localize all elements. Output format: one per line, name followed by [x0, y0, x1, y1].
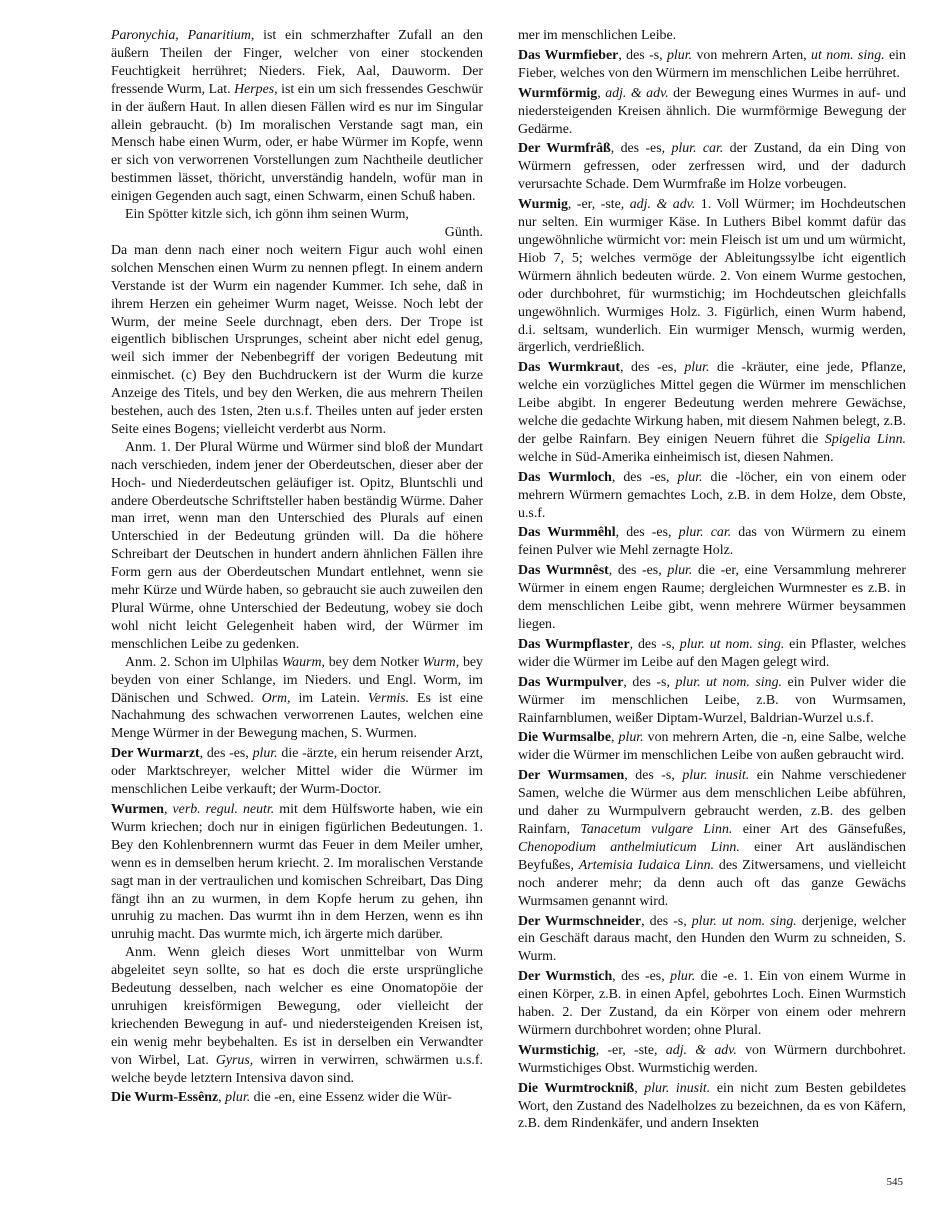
italic-text: Waurm,: [281, 654, 325, 670]
italic-text: plur. ut nom. sing.: [691, 913, 797, 929]
dictionary-entry: [518, 1080, 906, 1134]
body-text: , des -s,: [629, 636, 680, 652]
italic-text: plur.: [677, 469, 703, 485]
dictionary-entry: [518, 47, 906, 83]
dictionary-entry: [111, 745, 483, 799]
body-text: 1. Voll Würmer; im Hochdeutschen nur selten. Ein wurmiger Käse. In Luthers Bibel kommt dafür das ungewöhnliche würmicht vor: mein Fleisch ist um und um würmicht, Hiob 7, 5; welches vermöge der Ableitungssylbe icht eigentlich Würmern ähnlich bedeuten würde. 2. Von einem Wurme gestochen, oder durchbohret, für wurmstichig; im Hochdeutschen gleichfalls ungewöhnlich. Wurmiges Holz. 3. Figürlich, einen Wurm habend, d.i. seltsam, wunderlich. Ein wurmiger Mensch, wurmig werden, ärgerlich, verdrießlich.: [518, 197, 906, 356]
dictionary-entry: [111, 1089, 483, 1107]
body-text: der Bewegung eines Wurmes in auf- und niedersteigenden Kreisen ähnlich. Die wurmförmige Bewegung der Gedärme.: [518, 85, 906, 137]
body-text: Anm. 2. Schon im Ulphilas: [125, 654, 282, 670]
body-text: die -e. 1. Ein von einem Wurme in einen Körper, z.B. in einen Apfel, gebohrtes Loch. Einen Wurmstich haben. 2. Der Zustand, da ein Körper von einem oder mehrern Würmern durchbohret worden; ohne Plural.: [518, 969, 907, 1038]
body-text: von mehrern Arten,: [692, 47, 812, 63]
text-paragraph: [518, 27, 906, 45]
italic-text: plur.: [666, 47, 693, 63]
body-text: ,: [164, 801, 173, 817]
body-text: einer Art ausländischen Beyfußes,: [518, 839, 906, 873]
body-text: , des -es,: [199, 746, 253, 762]
dictionary-entry: [518, 85, 906, 139]
dictionary-entry: [518, 913, 906, 967]
dictionary-entry: [518, 469, 906, 523]
body-text: Ein Spötter kitzle sich, ich gönn ihm seinen Wurm,: [125, 207, 409, 223]
body-text: , -er, -ste,: [567, 197, 630, 213]
body-text: wirren in verwirren, schwärmen u.s.f. welche beyde letztern Intensiva davon sind.: [111, 1052, 484, 1086]
italic-text: adj. & adv.: [665, 1042, 737, 1058]
body-text: welche in Süd-Amerika einheimisch ist, diesen Nahmen.: [518, 449, 834, 465]
body-text: ist ein um sich fressendes Geschwür in der äußern Haut. In allen diesen Fällen wird es nur im Singular allein gebraucht. (b) Im moralischen Verstande sagt man, ein Mensch habe einen Wurm, oder, er habe Würmer im Kopfe, wenn er sich von verworrenen Vorstellungen zum Nachtheile deutlicher bestimmen lässet, thöricht, unverständig handeln, wofür man in einigen Gegenden auch sagt, einen Schwarm, einen Schuß haben.: [111, 81, 483, 205]
body-text: ein Pflaster, welches wider die Würmer im Leibe auf den Magen gelegt wird.: [518, 636, 906, 670]
dictionary-entry: [518, 968, 906, 1040]
body-text: die -ärzte, ein herum reisender Arzt, oder Marktschreyer, welcher Mittel wider die Würmer im menschlichen Leibe verkauft; der Wurm-Doctor.: [111, 746, 483, 798]
dictionary-entry: [518, 1042, 906, 1078]
right-column: [518, 27, 906, 1133]
italic-text: plur.: [225, 1090, 251, 1106]
body-text: ,: [597, 85, 606, 101]
body-text: Anm. 1. Der Plural Würme und Würmer sind bloß der Mundart nach verschieden, indem jener der Oberdeutschen, dieser aber der Hoch- und Niederdeutschen geläufiger ist. Opitz, Bluntschli und andere Oberdeutsche Schriftsteller haben beständig Würme. Daher man irret, wenn man den Unterschied des Plurals auf einen Unterschied in der Bedeutung gründen will. Da die höhere Schreibart der Deutschen in hundert andern ähnlichen Fällen ihre Form gern aus der Oberdeutschen Mundart entlehnet, wenn sie mehr Kürze und Würde haben, so gebraucht sie auch zuweilen den Plural Würme, ohne Unterschied der Bedeutung, wobey sie doch wohl nicht leicht Gelegenheit haben wird, der Würmer im menschlichen Leibe zu gedenken.: [111, 439, 483, 652]
dictionary-entry: [518, 359, 906, 466]
body-text: ein nicht zum Besten gebildetes Wort, den Zustand des Nadelholzes zu bezeichnen, da es von Käfern, z.B. dem Rindenkäfer, und andern Insekten: [518, 1080, 906, 1132]
text-paragraph: [111, 654, 483, 744]
body-text: , des -s,: [623, 674, 676, 690]
body-text: die -en, eine Essenz wider die Wür-: [250, 1090, 452, 1106]
entry-headword: Das Wurmpulver: [518, 674, 624, 690]
body-text: das von Würmern zu einem feinen Pulver wie Mehl zernagte Holz.: [518, 525, 906, 559]
body-text: ein Nahme verschiedener Samen, welche die Würmer aus dem menschlichen Leibe abführen, und daher zu Wurmpulvern gebraucht werden, z.B. des gelben Rainfarn,: [518, 768, 907, 837]
body-text: die -löcher, ein von einem oder mehrern Würmern gemachtes Loch, z.B. in dem Holze, dem Obste, u.s.f.: [518, 469, 907, 521]
body-text: Es ist eine Nachahmung des schwachen verworrenen Lautes, welchen eine Menge Würmer in der Bewegung machen, S. Wurmen.: [111, 690, 483, 742]
entry-headword: Wurmig: [518, 197, 568, 213]
body-text: im Latein.: [290, 690, 368, 706]
italic-text: Orm,: [261, 690, 291, 706]
italic-text: ut nom. sing.: [811, 47, 885, 63]
body-text: ein Pulver wider die Würmer im menschlichen Leibe, z.B. von Wurmsamen, Rainfarnblumen, weißer Diptam-Wurzel, Baldrian-Wurzel u.s.f.: [518, 674, 906, 726]
entry-headword: Der Wurmschneider: [518, 913, 642, 929]
dictionary-entry: [518, 767, 906, 910]
body-text: derjenige, welcher ein Geschäft daraus macht, den Hunden den Wurm zu schneiden, S. Wurm.: [518, 913, 906, 965]
italic-text: plur.: [252, 746, 278, 762]
dictionary-entry: [518, 196, 906, 357]
entry-headword: Das Wurmmêhl: [518, 525, 616, 541]
body-text: Da man denn nach einer noch weitern Figur auch wohl einen solchen Menschen einen Wurm zu nennen pflegt. In einem andern Verstande ist der Wurm ein nagender Kummer. Ich sehe, daß in ihrem Herzen ein geheimer Wurm naget, Weisse. Noch lebt der Wurm, der meine Seele durchnagt, eben ders. Der Trope ist eigentlich biblischen Ursprunges, scheint aber nicht edel genug, weil sich immer der Nebenbegriff der vorigen Bedeutung mit einmischet. (c) Bey den Buchdruckern ist der Wurm die kurze Anzeige des Titels, und bey den Werken, die aus mehrern Theilen bestehen, auch des 1sten, 2ten u.s.f. Theiles unten auf jeder ersten Seite eines Bogens; vielleicht verderbt aus Norm.: [111, 242, 483, 437]
entry-headword: Wurmstichig: [518, 1042, 596, 1058]
entry-headword: Der Wurmfrâß: [518, 141, 611, 157]
body-text: ,: [218, 1090, 226, 1106]
dictionary-entry: [111, 801, 483, 944]
entry-headword: Wurmförmig: [518, 85, 598, 101]
entry-headword: Das Wurmkraut: [518, 360, 620, 376]
body-text: bey beyden von einer Schlange, im Nieders. und Engl. Worm, im Dänischen und Schwed.: [111, 654, 484, 706]
dictionary-entry: [518, 562, 906, 634]
entry-headword: Der Wurmstich: [518, 969, 613, 985]
left-column: [111, 27, 483, 1107]
page-number: 545: [886, 1176, 903, 1188]
text-paragraph: [111, 27, 483, 206]
body-text: , des -s,: [624, 768, 683, 784]
body-text: ein Fieber, welches von den Würmern im menschlichen Leibe herrühret.: [518, 47, 906, 81]
entry-headword: Die Wurmsalbe: [518, 730, 612, 746]
body-text: , des -es,: [608, 563, 668, 579]
body-text: , des -es,: [615, 525, 679, 541]
body-text: des Zitwersamens, und vielleicht noch anderer mehr; da denn auch oft das ganze Gewächs Wurmsamen genannt wird.: [518, 857, 906, 909]
italic-text: plur.: [667, 563, 693, 579]
entry-headword: Das Wurmfieber: [518, 47, 619, 63]
body-text: , des -s,: [618, 47, 667, 63]
body-text: mit dem Hülfsworte haben, wie ein Wurm kriechen; doch nur in einigen figürlichen Bedeutungen. 1. Bey den Kohlenbrennern wurmt das Feuer in dem Meiler umher, wenn es in demselben herum kriecht. 2. Im moralischen Verstande sagt man in der vertraulichen und komischen Schreibart, Das Ding fängt ihn an zu wurmen, in dem Kopfe herum zu gehen, ihn unruhig zu machen. Das wurmt ihn in dem Herzen, wenn es ihn unruhig macht. Das wurmte mich, ich ärgerte mich darüber.: [111, 801, 483, 943]
entry-headword: Das Wurmpflaster: [518, 636, 630, 652]
dictionary-entry: [518, 729, 906, 765]
italic-text: adj. & adv.: [605, 85, 669, 101]
body-text: Anm. Wenn gleich dieses Wort unmittelbar von Wurm abgeleitet seyn sollte, so hat es doch die erste ursprüngliche Bedeutung desselben, nach welcher es eine Onomatopöie der unruhigen kreisförmigen Bewegung, oder vielleicht der kriechenden Bewegung in auf- und niedersteigenden Kreisen ist, ein wenig mehr beybehalten. Es ist in derselben ein Verwandter von Wirbel, Lat.: [111, 945, 483, 1068]
italic-text: plur. car.: [678, 525, 732, 541]
italic-text: Herpes,: [234, 81, 278, 97]
text-paragraph: [111, 439, 483, 654]
entry-headword: Der Wurmarzt: [111, 746, 200, 762]
italic-text: verb. regul. neutr.: [172, 801, 275, 817]
entry-headword: Der Wurmsamen: [518, 768, 625, 784]
body-text: bey dem Notker: [324, 654, 423, 670]
text-paragraph: [111, 206, 483, 224]
body-text: von mehrern Arten, die -n, eine Salbe, welche wider die Würmer im menschlichen Leibe von außen gebraucht wird.: [518, 730, 907, 764]
body-text: , des -es,: [611, 469, 678, 485]
body-text: , des -es,: [612, 969, 671, 985]
italic-text: Wurm,: [422, 654, 460, 670]
italic-text: Vermis.: [367, 690, 410, 706]
body-text: ,: [634, 1080, 645, 1096]
italic-text: Spigelia Linn.: [824, 431, 906, 447]
italic-text: plur. inusit.: [682, 768, 750, 784]
body-text: mer im menschlichen Leibe.: [518, 28, 677, 43]
text-paragraph: [111, 242, 483, 439]
body-text: ist ein schmerzhafter Zufall an den äußern Theilen der Finger, welcher von einer stockenden Feuchtigkeit herrühret; Nieders. Fiek, Aal, Dauworm. Der fressende Wurm, Lat.: [111, 28, 483, 97]
italic-text: plur. car.: [671, 141, 724, 157]
italic-text: plur. ut nom. sing.: [679, 636, 785, 652]
body-text: , des -s,: [641, 913, 692, 929]
body-text: , des -es,: [610, 141, 672, 157]
italic-text: Gyrus,: [215, 1052, 254, 1068]
italic-text: Paronychia, Panaritium,: [111, 28, 255, 43]
entry-headword: Das Wurmloch: [518, 469, 612, 485]
dictionary-entry: [518, 636, 906, 672]
body-text: von Würmern durchbohret. Wurmstichiges Obst. Wurmstichig werden.: [518, 1042, 906, 1076]
body-text: , -er, -ste,: [595, 1042, 666, 1058]
entry-headword: Die Wurm-Essênz: [111, 1090, 219, 1106]
dictionary-entry: [518, 524, 906, 560]
italic-text: Chenopodium anthelmiuticum Linn.: [518, 839, 740, 855]
italic-text: plur.: [670, 969, 696, 985]
body-text: ,: [611, 730, 619, 746]
body-text: der Zustand, da ein Ding von Würmern gefressen, oder zerfressen wird, und der dadurch verursachte Schade. Dem Wurmfraße im Holze vorbeugen.: [518, 141, 906, 193]
italic-text: plur.: [618, 730, 644, 746]
italic-text: adj. & adv.: [629, 197, 696, 213]
body-text: die -er, eine Versammlung mehrerer Würmer in einem engen Raume; dergleichen Wurmnester es z.B. in dem menschlichen Leibe gibt, wenn mehrere Würmer beysammen liegen.: [518, 563, 906, 632]
italic-text: Tanacetum vulgare Linn.: [580, 821, 733, 837]
entry-headword: Wurmen: [111, 801, 164, 817]
text-paragraph: [111, 224, 483, 242]
italic-text: plur. inusit.: [644, 1080, 711, 1096]
body-text: Günth.: [444, 224, 483, 240]
entry-headword: Die Wurmtrockniß: [518, 1080, 635, 1096]
italic-text: plur.: [684, 360, 710, 376]
dictionary-entry: [518, 140, 906, 194]
body-text: einer Art des Gänsefußes,: [732, 821, 907, 837]
body-text: die -kräuter, eine jede, Pflanze, welche ein vorzügliches Mittel gegen die Würmer im menschlichen Leibe abgibt. In engerer Bedeutung werden mehrere Gewächse, welche die gedachte Wirkung haben, mit diesem Nahmen belegt, z.B. der gelbe Rainfarn. Bey einigen Neuern führet die: [518, 360, 906, 447]
text-paragraph: [111, 944, 483, 1087]
dictionary-entry: [518, 674, 906, 728]
entry-headword: Das Wurmnêst: [518, 563, 609, 579]
italic-text: plur. ut nom. sing.: [675, 674, 782, 690]
body-text: , des -es,: [620, 360, 685, 376]
italic-text: Artemisia Iudaica Linn.: [578, 857, 714, 873]
